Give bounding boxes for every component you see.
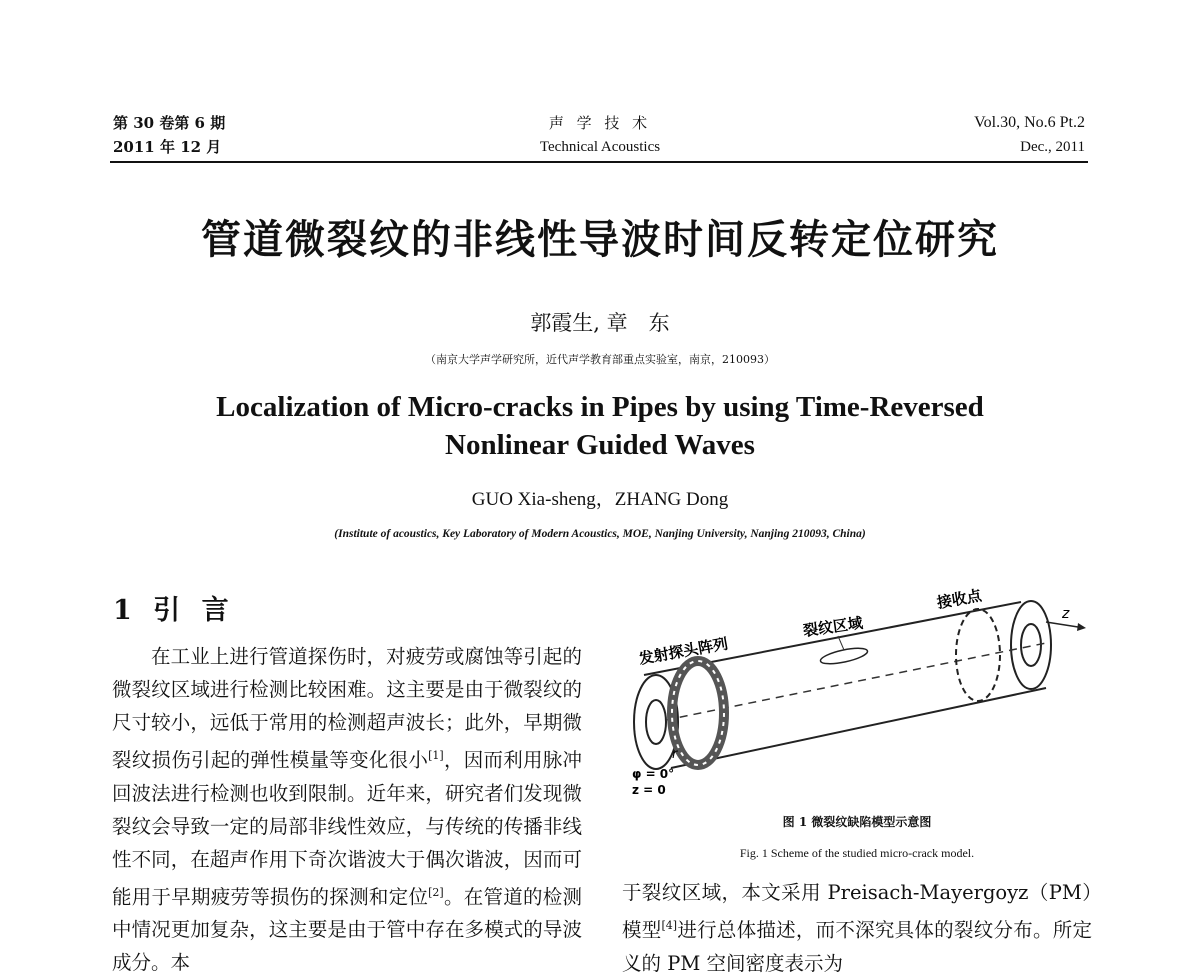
affiliation-en: (Institute of acoustics, Key Laboratory of Modern Acoustics, MOE, Nanjing University, Nanjing 210093, China): [334, 528, 866, 540]
crack-region-mark: [819, 645, 868, 667]
citation-4: [4]: [661, 919, 678, 932]
intro-paragraph: [112, 640, 582, 979]
intro-text-3: 。在管道的检测中情况更加复杂，这主要是由于管中存在多模式的导波成分。本: [112, 885, 582, 974]
authors-en: GUO Xia-sheng，ZHANG Dong: [471, 489, 729, 510]
right-column-paragraph: [622, 876, 1092, 980]
intro-text-1: 在工业上进行管道探伤时，对疲劳或腐蚀等引起的微裂纹区域进行检测比较困难。这主要是由于微裂纹的尺寸较小，远低于常用的检测超声波长；此外，早期微裂纹损伤引起的弹性模量等变化很小: [112, 645, 582, 772]
journal-date: 2011 年 12 月: [113, 138, 222, 156]
paper-title-en-line2: Nonlinear Guided Waves: [445, 429, 755, 461]
label-phi-zero: φ = 0°: [632, 767, 675, 781]
journal-vol-en: Vol.30, No.6 Pt.2: [974, 114, 1085, 131]
label-r: r: [672, 747, 678, 762]
citation-2: [2]: [428, 885, 444, 899]
paper-title-en-line1: Localization of Micro-cracks in Pipes by using Time-Reversed: [216, 391, 984, 423]
label-crack-region: 裂纹区域: [802, 613, 864, 640]
intro-text-2: ，因而利用脉冲回波法进行检测也收到限制。近年来，研究者们发现微裂纹会导致一定的局部非线性效应，与传统的传播非线性不同，在超声作用下奇次谐波大于偶次谐波，因而可能用于早期疲劳等损伤的探测和定位: [112, 748, 582, 908]
paper-title-en: [0, 388, 1200, 464]
z-axis-arrowhead: [1077, 623, 1086, 631]
header-rule: [110, 161, 1088, 163]
label-z-zero: z = 0: [632, 783, 666, 797]
label-z-axis: z: [1062, 606, 1070, 622]
receiving-ring: [956, 609, 1000, 701]
z-axis-arrow: [1046, 622, 1078, 627]
journal-volume-issue: 第 30 卷第 6 期: [113, 114, 226, 132]
journal-name-cn: 声 学 技 术: [548, 114, 652, 132]
figure-caption-en: Fig. 1 Scheme of the studied micro-crack model.: [739, 846, 975, 860]
figure-caption-cn: 图 1 微裂纹缺陷模型示意图: [782, 815, 932, 829]
paper-title-cn: 管道微裂纹的非线性导波时间反转定位研究: [201, 217, 999, 263]
right-text-2: 进行总体描述，而不深究具体的裂纹分布。所定义的 PM 空间密度表示为: [622, 918, 1092, 975]
affiliation-cn: （南京大学声学研究所，近代声学教育部重点实验室，南京，210093）: [425, 353, 775, 366]
pipe-crack-model-figure: [616, 580, 1096, 805]
journal-name-en: Technical Acoustics: [539, 139, 661, 155]
journal-date-en: Dec., 2011: [1020, 139, 1085, 155]
right-text-1: 于裂纹区域，本文采用 Preisach-Mayergoyz（PM）模型: [622, 881, 1092, 942]
authors-cn: 郭霞生, 章 东: [530, 311, 670, 335]
crack-leader-line: [838, 636, 844, 650]
section-heading-introduction: 1 引 言: [113, 595, 235, 626]
label-receiver-point: 接收点: [935, 586, 984, 612]
label-emitter-array: 发射探头阵列: [637, 634, 730, 668]
citation-1: [1]: [428, 749, 444, 762]
